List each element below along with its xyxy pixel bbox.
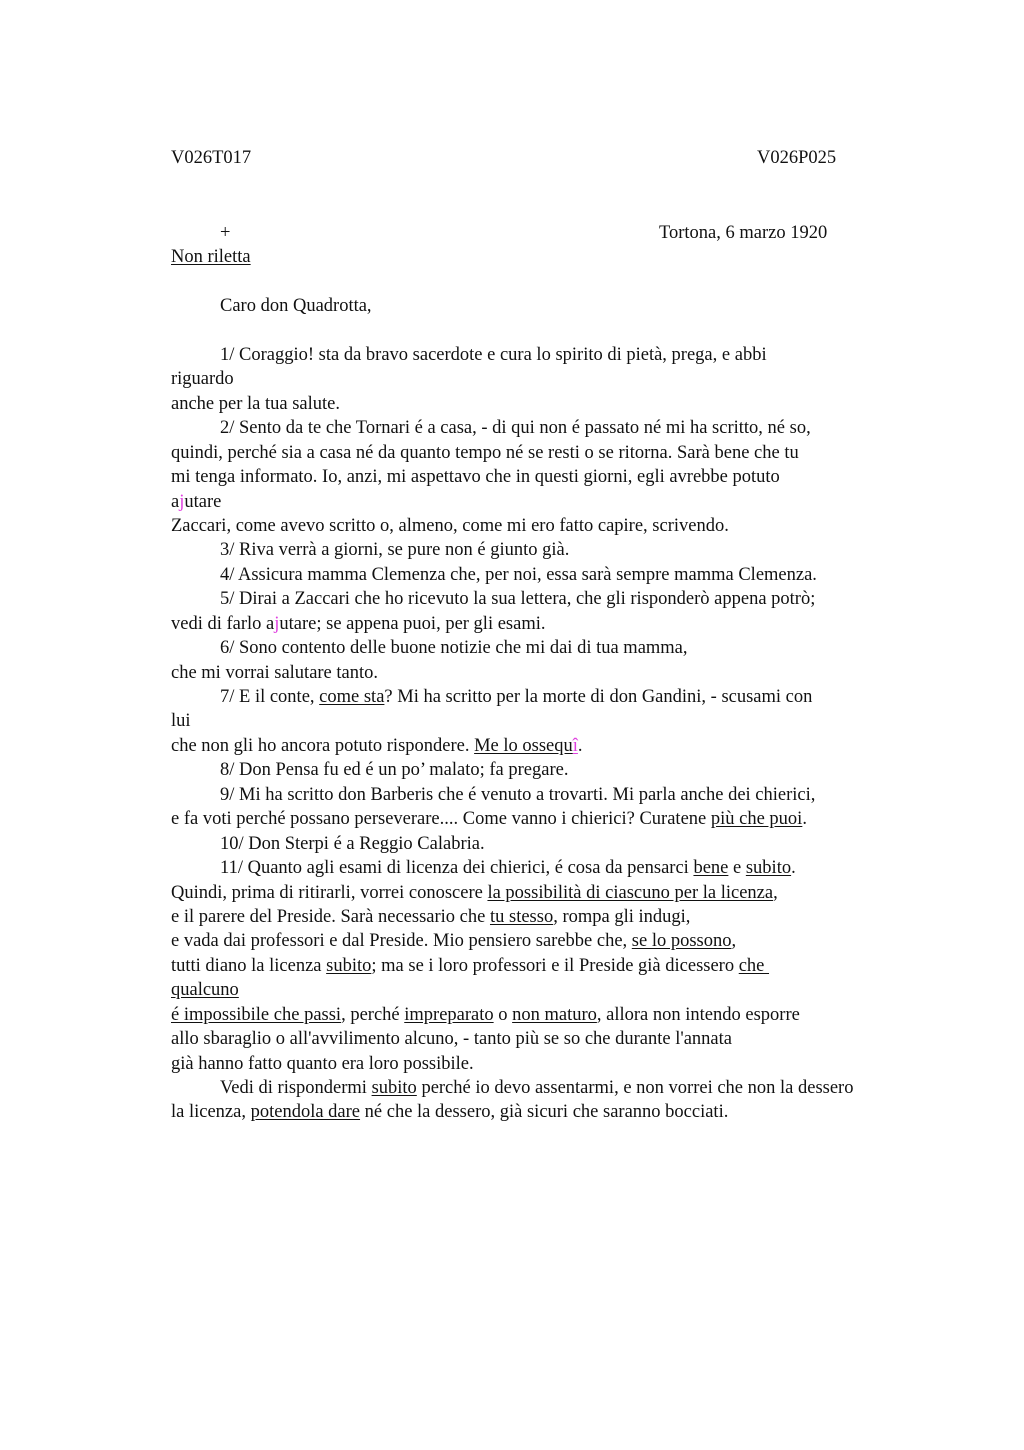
body-line: e il parere del Preside. Sarà necessario che tu stesso, rompa gli indugi, <box>171 907 691 927</box>
cross-mark: + <box>220 223 231 243</box>
body-line: é impossibile che passi, perché impreparato o non maturo, allora non intendo esporre <box>171 1005 800 1025</box>
body-line: 6/ Sono contento delle buone notizie che mi dai di tua mamma, <box>220 638 688 658</box>
body-line: ajutare <box>171 492 222 512</box>
body-line: già hanno fatto quanto era loro possibile. <box>171 1054 474 1074</box>
body-line: allo sbaraglio o all'avvilimento alcuno, - tanto più se so che durante l'annata <box>171 1029 732 1049</box>
body-line: 10/ Don Sterpi é a Reggio Calabria. <box>220 834 485 854</box>
body-line: 5/ Dirai a Zaccari che ho ricevuto la sua lettera, che gli risponderò appena potrò; <box>220 589 816 609</box>
body-line: Vedi di rispondermi subito perché io devo assentarmi, e non vorrei che non la dessero <box>220 1078 854 1098</box>
body-line: vedi di farlo ajutare; se appena puoi, per gli esami. <box>171 614 546 634</box>
body-line: 4/ Assicura mamma Clemenza che, per noi, essa sarà sempre mamma Clemenza. <box>220 565 817 585</box>
body-line: che non gli ho ancora potuto rispondere. Me lo ossequî. <box>171 736 583 756</box>
body-line: riguardo <box>171 369 234 389</box>
body-line: 1/ Coraggio! sta da bravo sacerdote e cura lo spirito di pietà, prega, e abbi <box>220 345 767 365</box>
body-line: quindi, perché sia a casa né da quanto tempo né se resti o se ritorna. Sarà bene che tu <box>171 443 799 463</box>
body-line: la licenza, potendola dare né che la dessero, già sicuri che saranno bocciati. <box>171 1102 729 1122</box>
body-line: anche per la tua salute. <box>171 394 340 414</box>
archive-code-right: V026P025 <box>757 148 837 168</box>
body-line: 8/ Don Pensa fu ed é un po’ malato; fa pregare. <box>220 760 569 780</box>
not-reread-note: Non riletta <box>171 247 251 267</box>
body-line: lui <box>171 711 191 731</box>
body-line: mi tenga informato. Io, anzi, mi aspettavo che in questi giorni, egli avrebbe potuto <box>171 467 780 487</box>
body-line: 9/ Mi ha scritto don Barberis che é venuto a trovarti. Mi parla anche dei chierici, <box>220 785 816 805</box>
archive-code-left: V026T017 <box>171 148 252 168</box>
body-line: tutti diano la licenza subito; ma se i loro professori e il Preside già dicessero che <box>171 956 770 976</box>
body-line: che mi vorrai salutare tanto. <box>171 663 379 683</box>
body-line: 2/ Sento da te che Tornari é a casa, - di qui non é passato né mi ha scritto, né so, <box>220 418 811 438</box>
place-date: Tortona, 6 marzo 1920 <box>659 223 828 243</box>
body-line: Zaccari, come avevo scritto o, almeno, come mi ero fatto capire, scrivendo. <box>171 516 729 536</box>
body-line: 3/ Riva verrà a giorni, se pure non é giunto già. <box>220 540 570 560</box>
body-line: qualcuno <box>171 980 239 1000</box>
body-line: 7/ E il conte, come sta? Mi ha scritto per la morte di don Gandini, - scusami con <box>220 687 813 707</box>
body-line: e vada dai professori e dal Preside. Mio pensiero sarebbe che, se lo possono, <box>171 931 737 951</box>
salutation: Caro don Quadrotta, <box>220 296 372 316</box>
body-line: e fa voti perché possano perseverare.... Come vanno i chierici? Curatene più che puoi. <box>171 809 807 829</box>
body-line: 11/ Quanto agli esami di licenza dei chierici, é cosa da pensarci bene e subito. <box>220 858 796 878</box>
body-line: Quindi, prima di ritirarli, vorrei conoscere la possibilità di ciascuno per la licenza, <box>171 883 778 903</box>
